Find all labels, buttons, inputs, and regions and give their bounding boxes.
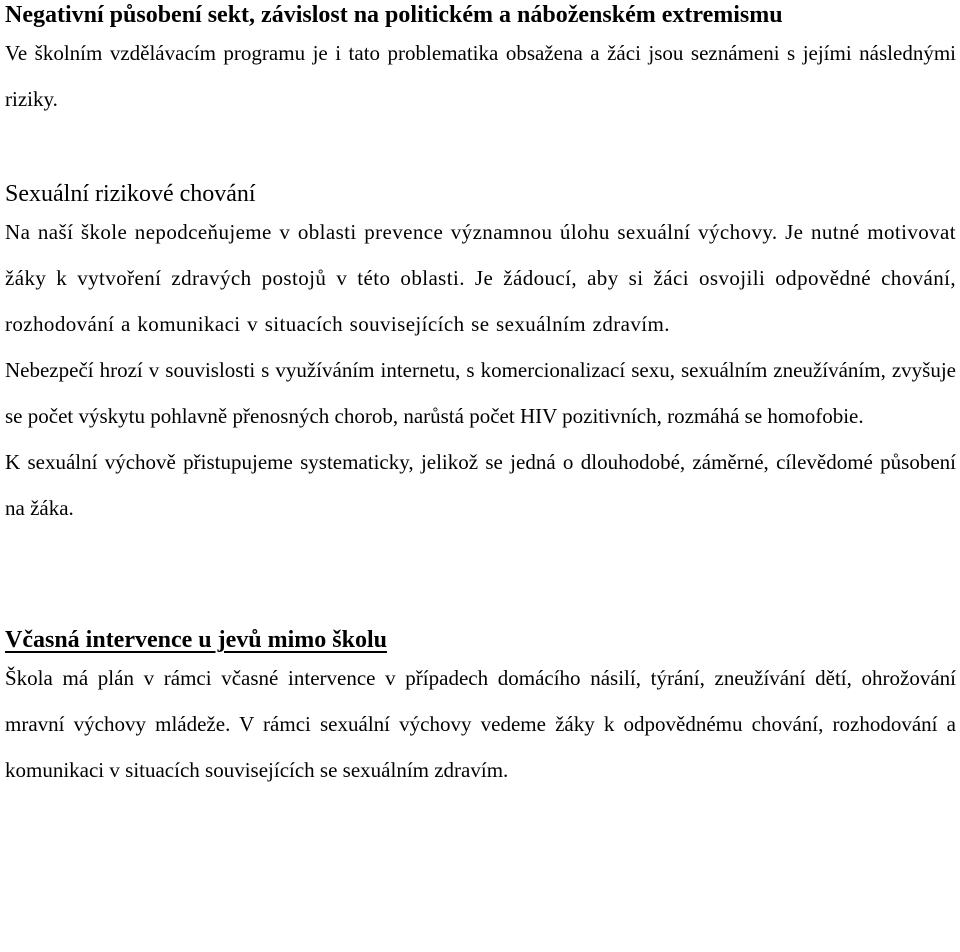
paragraph: Na naší škole nepodceňujeme v oblasti prevence významnou úlohu sexuální výchovy. Je nutné motivovat žáky k vytvoření zdravých postojů v této oblasti. Je žádoucí, aby si žáci osvojili odpovědné chování, rozhodování a komunikaci v situacích souvisejících se sexuálním zdravím. — [5, 220, 956, 336]
section-heading: Negativní působení sekt, závislost na politickém a náboženském extremismu — [5, 2, 783, 28]
paragraph: Škola má plán v rámci včasné intervence v případech domácího násilí, týrání, zneužívání dětí, ohrožování mravní výchovy mládeže. V rámci sexuální výchovy vedeme žáky k odpovědnému chování, rozhodování a komunikaci v situacích souvisejících se sexuálním zdravím. — [5, 666, 956, 782]
paragraph: Ve školním vzdělávacím programu je i tato problematika obsažena a žáci jsou seznámeni s jejími následnými riziky. — [5, 41, 956, 111]
section-sexual-risk-behavior — [5, 179, 956, 531]
paragraph: K sexuální výchově přistupujeme systematicky, jelikož se jedná o dlouhodobé, záměrné, cílevědomé působení na žáka. — [5, 450, 956, 520]
section-early-intervention — [5, 625, 956, 793]
section-heading: Sexuální rizikové chování — [5, 181, 256, 207]
paragraph: Nebezpečí hrozí v souvislosti s využíváním internetu, s komercionalizací sexu, sexuálním zneužíváním, zvyšuje se počet výskytu pohlavně přenosných chorob, narůstá počet HIV pozitivních, rozmáhá se homofobie. — [5, 358, 956, 428]
section-heading: Včasná intervence u jevů mimo školu — [5, 627, 387, 653]
section-extremism — [5, 0, 956, 122]
